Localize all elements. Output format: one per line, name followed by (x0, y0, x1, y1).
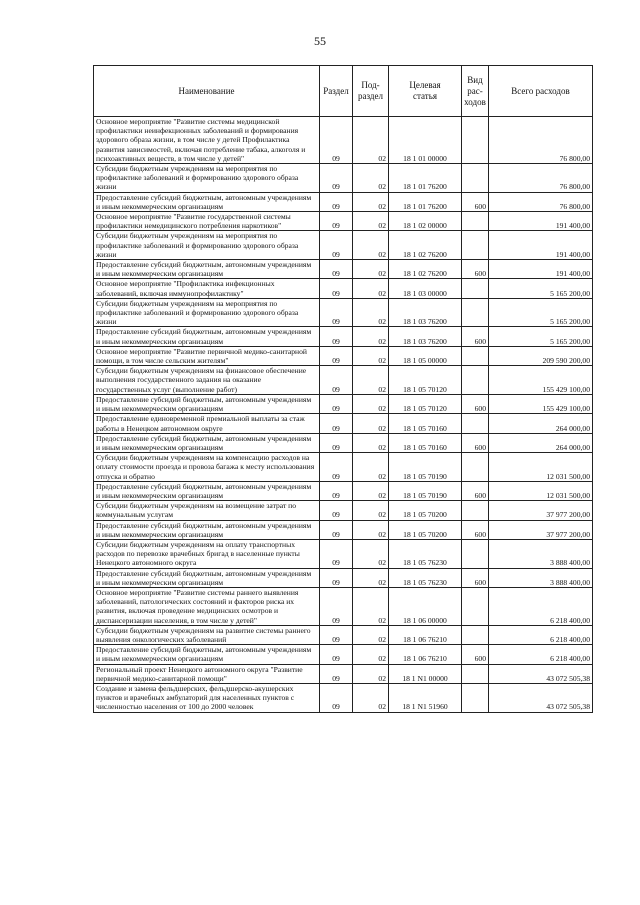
cell-subsection: 02 (353, 587, 389, 625)
table-row (94, 501, 593, 520)
cell-name: Основное мероприятие "Развитие государственной системы профилактики немедицинского потребления наркотиков" (94, 212, 320, 231)
cell-type (462, 279, 489, 298)
cell-section: 09 (320, 260, 353, 279)
cell-section: 09 (320, 164, 353, 193)
cell-total: 43 072 505,38 (489, 664, 593, 683)
cell-type: 600 (462, 481, 489, 500)
cell-section: 09 (320, 298, 353, 327)
cell-name: Предоставление субсидий бюджетным, автономным учреждениям и иным некоммерческим организациям (94, 260, 320, 279)
cell-section: 09 (320, 231, 353, 260)
cell-target: 18 1 06 00000 (389, 587, 462, 625)
cell-section: 09 (320, 279, 353, 298)
cell-section: 09 (320, 117, 353, 164)
cell-section: 09 (320, 539, 353, 568)
cell-name: Основное мероприятие "Профилактика инфекционных заболеваний, включая иммунопрофилактику" (94, 279, 320, 298)
cell-type: 600 (462, 394, 489, 413)
cell-total: 43 072 505,38 (489, 683, 593, 712)
header-type-line-3: ходов (464, 96, 486, 107)
table-row (94, 260, 593, 279)
cell-type (462, 501, 489, 520)
cell-total: 155 429 100,00 (489, 366, 593, 395)
table-row (94, 453, 593, 482)
cell-name: Создание и замена фельдшерских, фельдшерско-акушерских пунктов и врачебных амбулаторий для населенных пунктов с численностью населения от 100 до 2000 человек (94, 683, 320, 712)
table-row (94, 539, 593, 568)
cell-target: 18 1 05 76230 (389, 539, 462, 568)
cell-subsection: 02 (353, 501, 389, 520)
header-section: Раздел (320, 66, 353, 117)
header-subsection-line-1: Под- (361, 80, 380, 90)
cell-name: Предоставление субсидий бюджетным, автономным учреждениям и иным некоммерческим организациям (94, 645, 320, 664)
cell-target: 18 1 03 76200 (389, 327, 462, 346)
cell-subsection: 02 (353, 664, 389, 683)
cell-type (462, 664, 489, 683)
cell-total: 37 977 200,00 (489, 501, 593, 520)
cell-total: 6 218 400,00 (489, 645, 593, 664)
cell-total: 76 800,00 (489, 192, 593, 211)
cell-target: 18 1 05 70200 (389, 520, 462, 539)
header-target-line-2: статья (413, 91, 437, 101)
cell-section: 09 (320, 587, 353, 625)
cell-name: Субсидии бюджетным учреждениям на возмещение затрат по коммунальным услугам (94, 501, 320, 520)
cell-section: 09 (320, 366, 353, 395)
table-row (94, 645, 593, 664)
cell-name: Предоставление субсидий бюджетным, автономным учреждениям и иным некоммерческим организациям (94, 433, 320, 452)
header-name: Наименование (94, 66, 320, 117)
cell-target: 18 1 01 00000 (389, 117, 462, 164)
cell-section: 09 (320, 568, 353, 587)
cell-subsection: 02 (353, 568, 389, 587)
table-row (94, 414, 593, 433)
cell-type (462, 298, 489, 327)
cell-target: 18 1 05 70190 (389, 481, 462, 500)
cell-total: 12 031 500,00 (489, 453, 593, 482)
cell-subsection: 02 (353, 645, 389, 664)
cell-name: Основное мероприятие "Развитие первичной медико-санитарной помощи, в том числе сельским жителям" (94, 346, 320, 365)
cell-subsection: 02 (353, 346, 389, 365)
cell-section: 09 (320, 501, 353, 520)
cell-name: Субсидии бюджетным учреждениям на компенсацию расходов на оплату стоимости проезда и провоза багажа к месту использования отпуска и обратно (94, 453, 320, 482)
header-type (462, 66, 489, 117)
budget-table (93, 65, 593, 713)
cell-type (462, 346, 489, 365)
table-row (94, 164, 593, 193)
cell-total: 76 800,00 (489, 117, 593, 164)
table-row (94, 366, 593, 395)
cell-target: 18 1 01 76200 (389, 192, 462, 211)
cell-total: 5 165 200,00 (489, 327, 593, 346)
cell-target: 18 1 06 76210 (389, 645, 462, 664)
cell-target: 18 1 05 70200 (389, 501, 462, 520)
cell-name: Субсидии бюджетным учреждениям на развитие системы раннего выявления онкологических заболеваний (94, 625, 320, 644)
cell-subsection: 02 (353, 453, 389, 482)
cell-total: 155 429 100,00 (489, 394, 593, 413)
cell-target: 18 1 05 70190 (389, 453, 462, 482)
cell-type: 600 (462, 260, 489, 279)
cell-subsection: 02 (353, 192, 389, 211)
table-row (94, 568, 593, 587)
header-subsection-line-2: раздел (358, 91, 383, 101)
table-row (94, 279, 593, 298)
cell-total: 5 165 200,00 (489, 298, 593, 327)
cell-total: 3 888 400,00 (489, 539, 593, 568)
table-header-row (94, 66, 593, 117)
cell-type: 600 (462, 433, 489, 452)
cell-subsection: 02 (353, 212, 389, 231)
cell-target: 18 1 N1 51960 (389, 683, 462, 712)
cell-total: 264 000,00 (489, 414, 593, 433)
cell-target: 18 1 05 76230 (389, 568, 462, 587)
table-row (94, 231, 593, 260)
cell-section: 09 (320, 645, 353, 664)
cell-name: Предоставление субсидий бюджетным, автономным учреждениям и иным некоммерческим организациям (94, 520, 320, 539)
header-subsection (353, 66, 389, 117)
cell-name: Субсидии бюджетным учреждениям на мероприятия по профилактике заболеваний и формированию здорового образа жизни (94, 164, 320, 193)
cell-subsection: 02 (353, 366, 389, 395)
cell-total: 37 977 200,00 (489, 520, 593, 539)
cell-type (462, 587, 489, 625)
cell-section: 09 (320, 625, 353, 644)
cell-subsection: 02 (353, 625, 389, 644)
cell-subsection: 02 (353, 260, 389, 279)
cell-target: 18 1 03 76200 (389, 298, 462, 327)
cell-subsection: 02 (353, 539, 389, 568)
cell-name: Предоставление субсидий бюджетным, автономным учреждениям и иным некоммерческим организациям (94, 394, 320, 413)
header-target-line-1: Целевая (409, 80, 441, 90)
cell-type (462, 366, 489, 395)
cell-subsection: 02 (353, 481, 389, 500)
table-row (94, 394, 593, 413)
table-row (94, 481, 593, 500)
cell-target: 18 1 02 76200 (389, 231, 462, 260)
cell-name: Предоставление субсидий бюджетным, автономным учреждениям и иным некоммерческим организациям (94, 192, 320, 211)
header-total: Всего расходов (489, 66, 593, 117)
cell-target: 18 1 05 70120 (389, 394, 462, 413)
cell-subsection: 02 (353, 433, 389, 452)
cell-name: Основное мероприятие "Развитие системы раннего выявления заболеваний, патологических состояний и факторов риска их развития, включая проведение медицинских осмотров и диспансеризации населения, в том числе у детей" (94, 587, 320, 625)
cell-target: 18 1 05 70160 (389, 414, 462, 433)
cell-subsection: 02 (353, 414, 389, 433)
cell-section: 09 (320, 664, 353, 683)
cell-section: 09 (320, 346, 353, 365)
cell-type (462, 539, 489, 568)
cell-total: 76 800,00 (489, 164, 593, 193)
cell-target: 18 1 03 00000 (389, 279, 462, 298)
cell-total: 191 400,00 (489, 212, 593, 231)
cell-total: 5 165 200,00 (489, 279, 593, 298)
table-row (94, 683, 593, 712)
cell-total: 6 218 400,00 (489, 625, 593, 644)
table-row (94, 212, 593, 231)
table-row (94, 625, 593, 644)
header-type-line-1: Вид (467, 74, 483, 85)
cell-type: 600 (462, 520, 489, 539)
cell-type (462, 231, 489, 260)
cell-target: 18 1 02 76200 (389, 260, 462, 279)
cell-subsection: 02 (353, 231, 389, 260)
cell-type (462, 414, 489, 433)
table-row (94, 298, 593, 327)
cell-name: Предоставление единовременной премиальной выплаты за стаж работы в Ненецком автономном округе (94, 414, 320, 433)
cell-subsection: 02 (353, 394, 389, 413)
cell-type: 600 (462, 645, 489, 664)
cell-target: 18 1 02 00000 (389, 212, 462, 231)
cell-target: 18 1 05 70160 (389, 433, 462, 452)
page-number: 55 (314, 34, 326, 48)
cell-total: 3 888 400,00 (489, 568, 593, 587)
cell-type: 600 (462, 192, 489, 211)
cell-total: 209 590 200,00 (489, 346, 593, 365)
table-row (94, 664, 593, 683)
cell-section: 09 (320, 683, 353, 712)
cell-total: 191 400,00 (489, 260, 593, 279)
cell-section: 09 (320, 327, 353, 346)
table-row (94, 520, 593, 539)
cell-subsection: 02 (353, 683, 389, 712)
cell-name: Предоставление субсидий бюджетным, автономным учреждениям и иным некоммерческим организациям (94, 327, 320, 346)
cell-section: 09 (320, 481, 353, 500)
cell-subsection: 02 (353, 327, 389, 346)
cell-target: 18 1 05 70120 (389, 366, 462, 395)
cell-total: 6 218 400,00 (489, 587, 593, 625)
cell-subsection: 02 (353, 279, 389, 298)
cell-section: 09 (320, 192, 353, 211)
cell-type (462, 117, 489, 164)
cell-subsection: 02 (353, 117, 389, 164)
table-row (94, 117, 593, 164)
table-row (94, 587, 593, 625)
cell-type (462, 164, 489, 193)
cell-type (462, 625, 489, 644)
cell-target: 18 1 N1 00000 (389, 664, 462, 683)
cell-total: 264 000,00 (489, 433, 593, 452)
cell-total: 191 400,00 (489, 231, 593, 260)
table-row (94, 192, 593, 211)
cell-type: 600 (462, 327, 489, 346)
header-target (389, 66, 462, 117)
cell-section: 09 (320, 520, 353, 539)
cell-name: Субсидии бюджетным учреждениям на мероприятия по профилактике заболеваний и формированию здорового образа жизни (94, 231, 320, 260)
cell-name: Региональный проект Ненецкого автономного округа "Развитие первичной медико-санитарной помощи" (94, 664, 320, 683)
cell-section: 09 (320, 433, 353, 452)
cell-name: Предоставление субсидий бюджетным, автономным учреждениям и иным некоммерческим организациям (94, 481, 320, 500)
cell-subsection: 02 (353, 520, 389, 539)
cell-name: Субсидии бюджетным учреждениям на оплату транспортных расходов по перевозке врачебных бригад в населенные пункты Ненецкого автономного округа (94, 539, 320, 568)
cell-name: Субсидии бюджетным учреждениям на мероприятия по профилактике заболеваний и формированию здорового образа жизни (94, 298, 320, 327)
table-row (94, 433, 593, 452)
cell-section: 09 (320, 394, 353, 413)
cell-total: 12 031 500,00 (489, 481, 593, 500)
table-row (94, 346, 593, 365)
cell-name: Предоставление субсидий бюджетным, автономным учреждениям и иным некоммерческим организациям (94, 568, 320, 587)
cell-type (462, 683, 489, 712)
cell-section: 09 (320, 414, 353, 433)
cell-target: 18 1 06 76210 (389, 625, 462, 644)
cell-name: Субсидии бюджетным учреждениям на финансовое обеспечение выполнения государственного задания на оказание государственных услуг (выполнение работ) (94, 366, 320, 395)
cell-type (462, 212, 489, 231)
cell-subsection: 02 (353, 298, 389, 327)
table-row (94, 327, 593, 346)
cell-type: 600 (462, 568, 489, 587)
cell-name: Основное мероприятие "Развитие системы медицинской профилактики неинфекционных заболеваний и формирования здорового образа жизни, в том числе у детей Профилактика развития зависимостей, включая потребление табака, алкоголя и психоактивных веществ, в том числе у детей" (94, 117, 320, 164)
header-type-line-2: рас- (467, 85, 483, 96)
cell-subsection: 02 (353, 164, 389, 193)
cell-section: 09 (320, 453, 353, 482)
cell-target: 18 1 01 76200 (389, 164, 462, 193)
cell-section: 09 (320, 212, 353, 231)
cell-target: 18 1 05 00000 (389, 346, 462, 365)
cell-type (462, 453, 489, 482)
